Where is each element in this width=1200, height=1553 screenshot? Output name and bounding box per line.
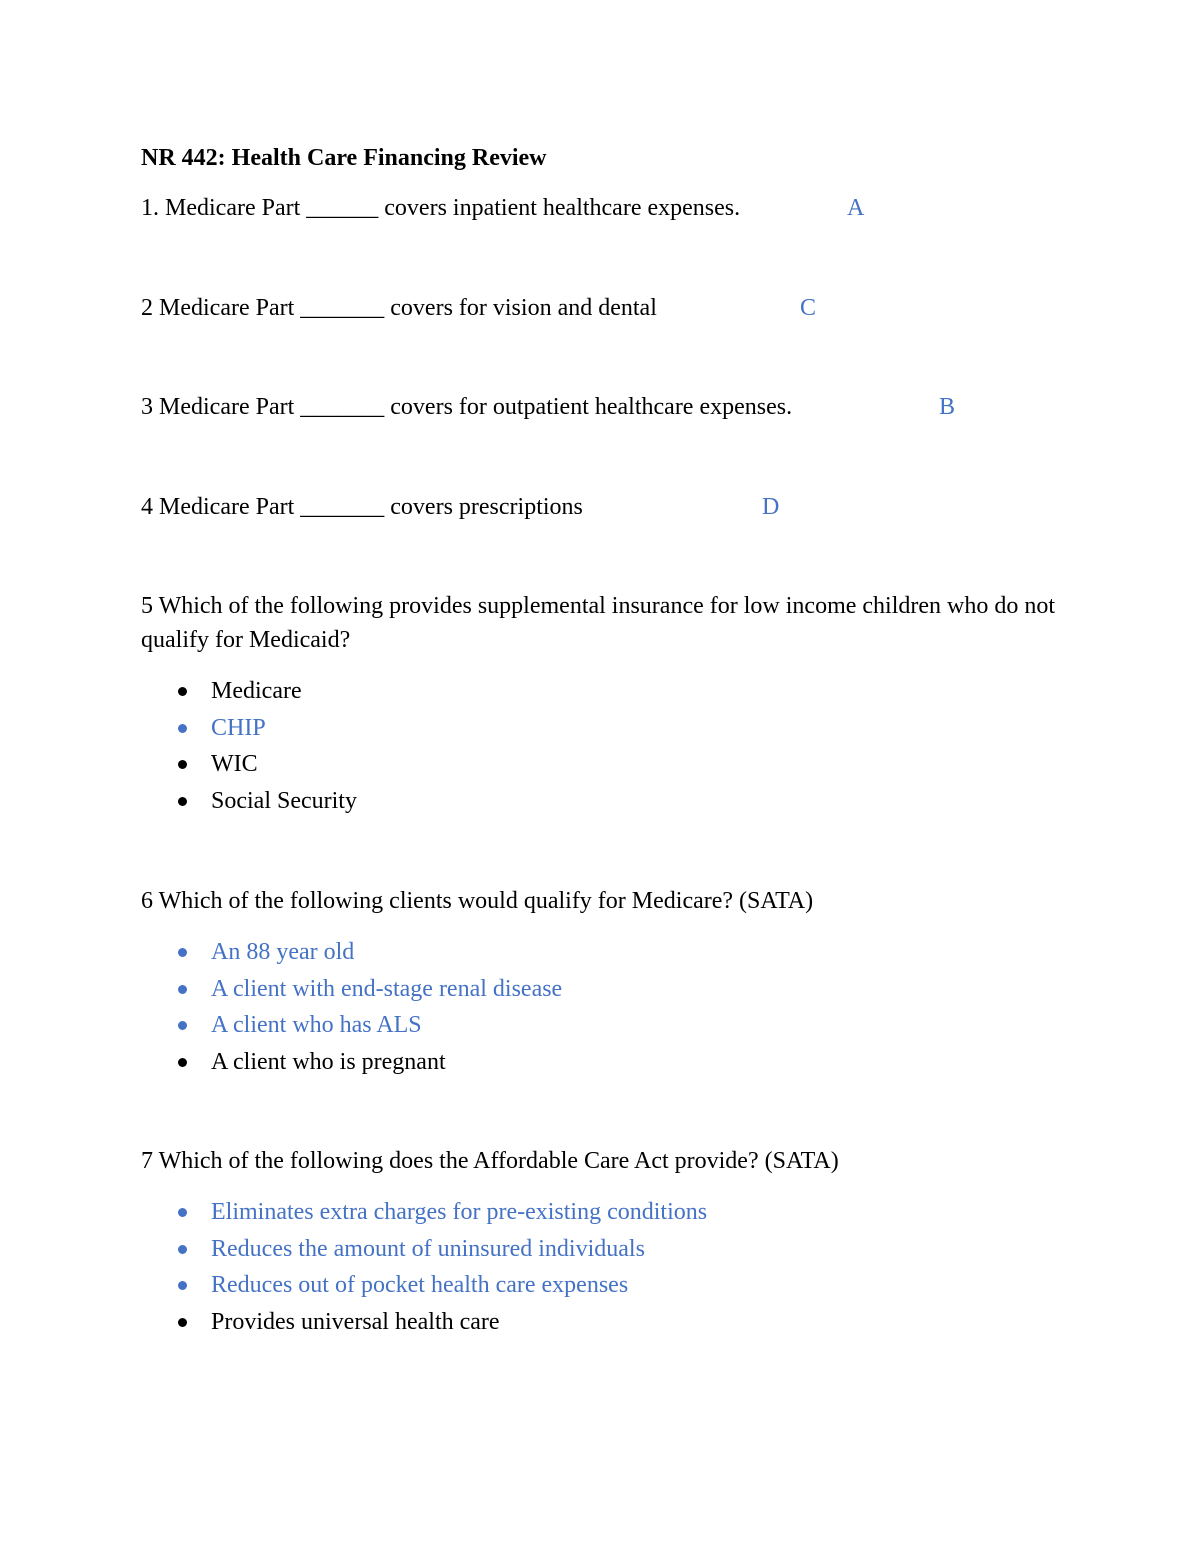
question-1: 1. Medicare Part ______ covers inpatient healthcare expenses. <box>141 195 741 221</box>
option-wic <box>141 749 357 786</box>
question-3: 3 Medicare Part _______ covers for outpatient healthcare expenses. <box>141 394 793 420</box>
answer-1: A <box>847 195 865 221</box>
option-universal-care <box>141 1307 707 1344</box>
question-5: 5 Which of the following provides supplemental insurance for low income children who do not qualify for Medicaid? <box>141 593 1056 653</box>
option-label: WIC <box>211 751 258 777</box>
bullet-icon <box>178 1245 187 1254</box>
bullet-icon <box>178 760 187 769</box>
bullet-icon <box>178 1281 187 1290</box>
option-chip <box>141 713 357 750</box>
option-label: An 88 year old <box>211 939 355 965</box>
bullet-icon <box>178 1208 187 1217</box>
page-title: NR 442: Health Care Financing Review <box>141 145 547 171</box>
bullet-icon <box>178 687 187 696</box>
bullet-icon <box>178 797 187 806</box>
answer-4: D <box>762 494 780 520</box>
question-7: 7 Which of the following does the Affordable Care Act provide? (SATA) <box>141 1148 839 1174</box>
option-88-year-old <box>141 937 562 974</box>
bullet-icon <box>178 1021 187 1030</box>
option-pregnant <box>141 1047 562 1084</box>
option-label: Provides universal health care <box>211 1308 500 1335</box>
bullet-icon <box>178 948 187 957</box>
bullet-icon <box>178 724 187 733</box>
question-7-options <box>141 1197 707 1343</box>
question-2: 2 Medicare Part _______ covers for vision and dental <box>141 295 657 321</box>
option-label: Reduces the amount of uninsured individuals <box>211 1235 645 1262</box>
option-label: A client who is pregnant <box>211 1048 446 1075</box>
question-6: 6 Which of the following clients would qualify for Medicare? (SATA) <box>141 888 814 914</box>
option-out-of-pocket <box>141 1270 707 1307</box>
question-4: 4 Medicare Part _______ covers prescriptions <box>141 494 583 520</box>
option-als <box>141 1010 562 1047</box>
bullet-icon <box>178 1058 187 1067</box>
option-medicare <box>141 676 357 713</box>
option-label: A client who has ALS <box>211 1012 422 1038</box>
question-5-options <box>141 676 357 822</box>
bullet-icon <box>178 1318 187 1327</box>
option-label: CHIP <box>211 714 266 741</box>
question-6-options <box>141 937 562 1083</box>
option-label: Medicare <box>211 678 302 704</box>
answer-3: B <box>939 394 956 420</box>
option-pre-existing <box>141 1197 707 1234</box>
answer-2: C <box>800 295 817 321</box>
option-uninsured <box>141 1234 707 1271</box>
option-label: Social Security <box>211 787 357 814</box>
option-social-security <box>141 786 357 823</box>
option-label: Reduces out of pocket health care expenses <box>211 1272 629 1298</box>
option-label: A client with end-stage renal disease <box>211 975 563 1002</box>
bullet-icon <box>178 985 187 994</box>
option-renal-disease <box>141 974 562 1011</box>
option-label: Eliminates extra charges for pre-existing conditions <box>211 1199 708 1225</box>
